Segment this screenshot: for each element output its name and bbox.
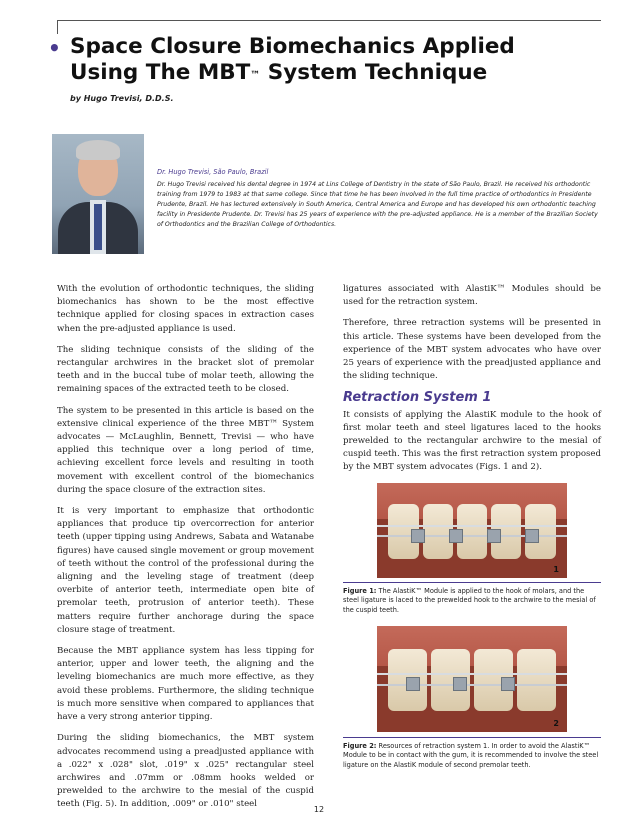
figure-bracket	[406, 677, 420, 691]
figure-ligature	[377, 525, 567, 527]
section-heading: Retraction System 1	[343, 390, 492, 406]
left-paragraph: The sliding technique consists of the sliding of the rectangular archwires in the bracket slot of premolar teeth and in the buccal tube of molar teeth, allowing the remaining spaces of the extracted teeth to be closed.	[57, 344, 314, 395]
figure-1-caption	[343, 587, 601, 615]
right-paragraph: It consists of applying the AlastiK module to the hook of first molar teeth and steel ligatures laced to the hooks prewelded to the rectangular archwire to the mesial of cuspid teeth. This was the first retraction system proposed by the MBT system advocates (Figs. 1 and 2).	[343, 409, 601, 473]
figure-bracket	[449, 529, 463, 543]
figure-bracket	[411, 529, 425, 543]
right-column	[343, 283, 601, 483]
title-line-2-post: System Technique	[260, 60, 488, 85]
title-line-2-pre: Using The MBT	[70, 60, 251, 85]
photo-hair	[76, 140, 120, 160]
figure-2-caption	[343, 742, 601, 770]
title-bullet: •	[48, 36, 61, 60]
figure-2-rule	[343, 737, 601, 738]
caption-text: The AlastiK™ Module is applied to the hook of molars, and the steel ligature is laced to the prewelded hook to the archwire to the mesial of the cuspid teeth.	[343, 587, 596, 614]
caption-label: Figure 1:	[343, 587, 377, 595]
left-paragraph: With the evolution of orthodontic techniques, the sliding biomechanics has shown to be the most effective technique applied for closing spaces in extraction cases when the pre-adjusted appliance is used.	[57, 284, 314, 334]
title-line-1: Space Closure Biomechanics Applied	[70, 34, 515, 59]
figure-number: 1	[553, 565, 559, 574]
figure-bracket	[525, 529, 539, 543]
tooth	[517, 649, 556, 710]
author-bio-text: Dr. Hugo Trevisi received his dental degree in 1974 at Lins College of Dentistry in the state of São Paulo, Brazil. He received his orthodontic training from 1979 to 1983 at that same college. Since that time he has been involved in the full time practice of orthodontics in Presidente Prudente, Brazil. He has lectured extensively in South America, Central America and Europe and has developed his own orthodontic teaching facility in Presidente Prudente. Dr. Trevisi has 25 years of experience with the pre-adjusted appliance. He is a member of the Brazilian Society of Orthodontics and the Brazilian College of Orthodontics.	[157, 181, 598, 228]
header-corner-mark	[57, 20, 58, 34]
page-number: 12	[313, 805, 325, 814]
photo-tie	[94, 204, 102, 250]
author-photo	[52, 134, 144, 254]
left-paragraph: It is very important to emphasize that orthodontic appliances that produce tip overcorrection for anterior teeth (upper tipping using Andrews, Sabata and Watanabe figures) have caused single movement or group movement of teeth without the control of the professional during the aligning and the leveling stage of treatment (deep overbite of anterior teeth, intermediate open bite of premolar teeth, protrusion of anterior teeth). These matters require further anchorage during the space closure stage of treatment.	[57, 506, 314, 635]
right-paragraph: Therefore, three retraction systems will be presented in this article. These systems have been developed from the experience of the MBT system advocates who have over 25 years of experience with the preadjusted appliance and the sliding technique.	[343, 318, 601, 382]
figure-2-image	[377, 626, 567, 732]
figure-bracket	[453, 677, 467, 691]
right-paragraph: ligatures associated with AlastiK™ Modules should be used for the retraction system.	[343, 284, 601, 308]
trademark-mark: ™	[250, 70, 261, 81]
figure-1-image	[377, 483, 567, 578]
article-title	[70, 34, 515, 86]
caption-label: Figure 2:	[343, 742, 377, 750]
figure-bracket	[487, 529, 501, 543]
figure-bracket	[501, 677, 515, 691]
left-column	[57, 283, 314, 820]
title-line-2	[70, 60, 515, 86]
author-bio-name: Dr. Hugo Trevisi, São Paulo, Brazil	[157, 168, 269, 176]
caption-text: Resources of retraction system 1. In order to avoid the AlastiK™ Module to be in contact with the gum, it is recommended to involve the steel ligature on the AlastiK module of second premolar teeth.	[343, 742, 599, 769]
figure-1-rule	[343, 582, 601, 583]
left-paragraph: The system to be presented in this article is based on the extensive clinical experience of the three MBT™ System advocates — McLaughlin, Bennett, Trevisi — who have applied this technique over a long period of time, achieving excellent force levels and resulting in tooth movement with excellent control of the biomechanics during the space closure of the extraction sites.	[57, 405, 314, 495]
figure-number: 2	[553, 719, 559, 728]
left-paragraph: During the sliding biomechanics, the MBT system advocates recommend using a preadjusted appliance with a .022" x .028" slot, .019" x .025" rectangular steel archwires and .07mm or .08mm hooks welded or prewelded to the archwire to the mesial of the cuspid teeth (Fig. 5). In addition, .009" or .010" steel	[57, 733, 314, 810]
header-rule	[57, 20, 601, 21]
figure-ligature	[377, 673, 567, 675]
author-byline: by Hugo Trevisi, D.D.S.	[70, 94, 174, 103]
left-paragraph: Because the MBT appliance system has less tipping for anterior, upper and lower teeth, the aligning and the leveling biomechanics are much more effective, as they avoid these problems. Furthermore, the sliding technique is much more sensitive when compared to appliances that have a very strong anterior tipping.	[57, 646, 314, 723]
